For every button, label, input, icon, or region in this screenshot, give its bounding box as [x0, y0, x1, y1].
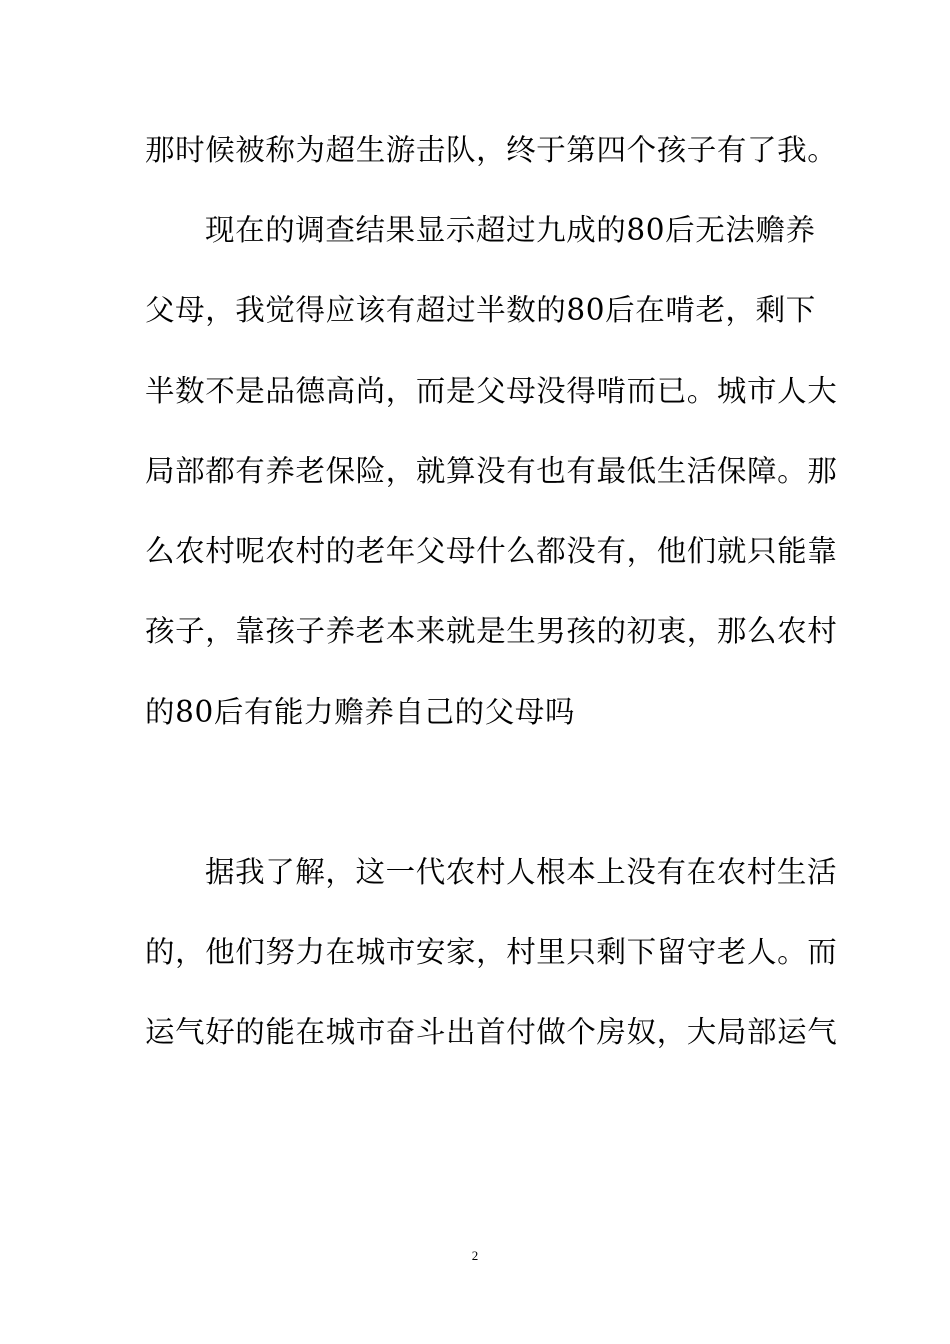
text-line: 半数不是品德高尚，而是父母没得啃而已。城市人大 — [145, 374, 838, 408]
paragraph-start-line: 现在的调查结果显示超过九成的80后无法赡养 — [205, 213, 816, 247]
paragraph-start-line: 据我了解，这一代农村人根本上没有在农村生活 — [205, 855, 838, 889]
text-line: 父母，我觉得应该有超过半数的80后在啃老，剩下 — [145, 293, 816, 327]
text-line: 运气好的能在城市奋斗出首付做个房奴，大局部运气 — [145, 1015, 838, 1049]
text-line: 那时候被称为超生游击队，终于第四个孩子有了我。 — [145, 133, 838, 167]
text-line: 孩子，靠孩子养老本来就是生男孩的初衷，那么农村 — [145, 614, 838, 648]
text-line: 的80后有能力赡养自己的父母吗 — [145, 695, 576, 729]
text-line: 的，他们努力在城市安家，村里只剩下留守老人。而 — [145, 935, 838, 969]
text-line: 局部都有养老保险，就算没有也有最低生活保障。那 — [145, 454, 838, 488]
page-number: 2 — [471, 1248, 479, 1263]
text-line: 么农村呢农村的老年父母什么都没有，他们就只能靠 — [145, 534, 838, 568]
